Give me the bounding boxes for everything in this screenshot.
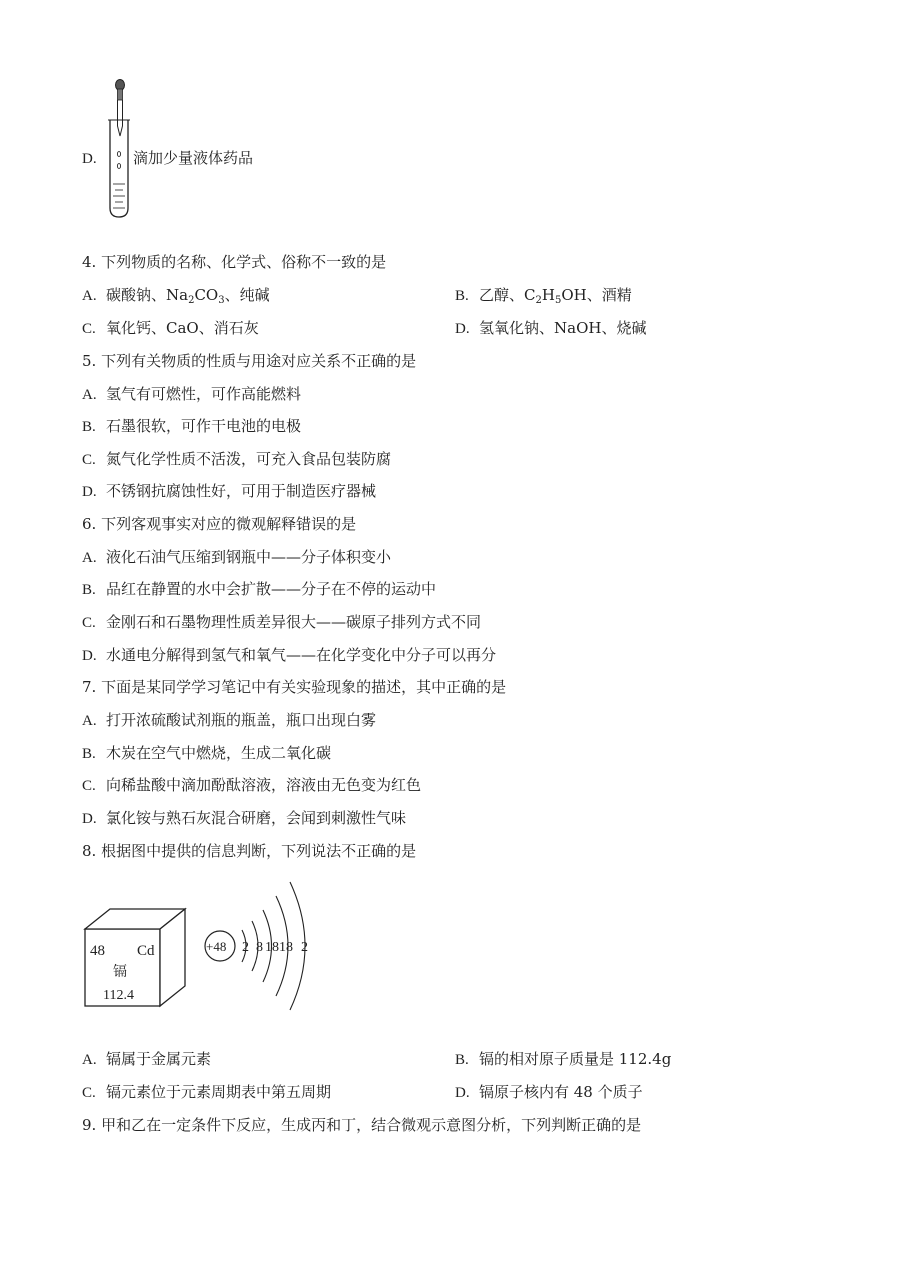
- q3-option-d-text: 滴加少量液体药品: [133, 149, 254, 167]
- q7-option-c: C. 向稀盐酸中滴加酚酞溶液，溶液由无色变为红色: [82, 776, 422, 794]
- q5-option-d: D. 不锈钢抗腐蚀性好，可用于制造医疗器械: [82, 482, 377, 500]
- shell-electrons-3: 18: [265, 940, 279, 955]
- question-9-stem: 9. 甲和乙在一定条件下反应，生成丙和丁，结合微观示意图分析，下列判断正确的是: [82, 1116, 642, 1134]
- q6-option-b: B. 品红在静置的水中会扩散——分子在不停的运动中: [82, 580, 437, 598]
- q6-option-a: A. 液化石油气压缩到钢瓶中——分子体积变小: [82, 548, 392, 566]
- q8-option-c: C. 镉元素位于元素周期表中第五周期: [82, 1083, 332, 1101]
- question-5-stem: 5. 下列有关物质的性质与用途对应关系不正确的是: [82, 352, 417, 370]
- q3-option-d: [82, 148, 106, 169]
- option-label: B.: [455, 288, 469, 304]
- question-4-stem: 4. 下列物质的名称、化学式、俗称不一致的是: [82, 253, 387, 271]
- q5-option-b: B. 石墨很软，可作干电池的电极: [82, 417, 302, 435]
- q6-option-d: D. 水通电分解得到氢气和氧气——在化学变化中分子可以再分: [82, 646, 497, 664]
- cadmium-element-figure: [80, 872, 330, 1012]
- option-label: A.: [82, 288, 97, 304]
- q6-option-c: C. 金刚石和石墨物理性质差异很大——碳原子排列方式不同: [82, 613, 482, 631]
- element-name: 镉: [113, 964, 127, 980]
- q7-option-d: D. 氯化铵与熟石灰混合研磨，会闻到刺激性气味: [82, 809, 407, 827]
- q4-option-c: C. 氧化钙、CaO、消石灰: [82, 319, 259, 337]
- shell-electrons-5: 2: [301, 940, 308, 955]
- option-label: D.: [82, 151, 97, 167]
- shell-electrons-2: 8: [256, 940, 263, 955]
- q5-option-a: A. 氢气有可燃性，可作高能燃料: [82, 385, 302, 403]
- option-label: C.: [82, 321, 96, 337]
- question-7-stem: 7. 下面是某同学学习笔记中有关实验现象的描述，其中正确的是: [82, 678, 507, 696]
- atomic-mass: 112.4: [103, 988, 134, 1003]
- q4-option-b: B. 乙醇、$C_2H_5OH$、酒精: [455, 286, 632, 306]
- q7-option-b: B. 木炭在空气中燃烧，生成二氧化碳: [82, 744, 332, 762]
- option-label: D.: [455, 321, 470, 337]
- q8-option-a: A. 镉属于金属元素: [82, 1050, 212, 1068]
- shell-electrons-1: 2: [242, 940, 249, 955]
- question-8-stem: 8. 根据图中提供的信息判断，下列说法不正确的是: [82, 842, 417, 860]
- atomic-number: 48: [90, 943, 105, 959]
- q5-option-c: C. 氮气化学性质不活泼，可充入食品包装防腐: [82, 450, 392, 468]
- q4-option-d: D. 氢氧化钠、NaOH、烧碱: [455, 319, 647, 337]
- q8-option-d: D. 镉原子核内有 48 个质子: [455, 1083, 643, 1101]
- q8-option-b: B. 镉的相对原子质量是 112.4g: [455, 1050, 672, 1068]
- nucleus-charge: +48: [206, 939, 227, 954]
- q7-option-a: A. 打开浓硫酸试剂瓶的瓶盖，瓶口出现白雾: [82, 711, 377, 729]
- element-symbol: Cd: [137, 943, 155, 959]
- q4-option-a: A. 碳酸钠、$Na_2CO_3$、纯碱: [82, 286, 270, 306]
- shell-electrons-4: 18: [279, 940, 293, 955]
- question-6-stem: 6. 下列客观事实对应的微观解释错误的是: [82, 515, 357, 533]
